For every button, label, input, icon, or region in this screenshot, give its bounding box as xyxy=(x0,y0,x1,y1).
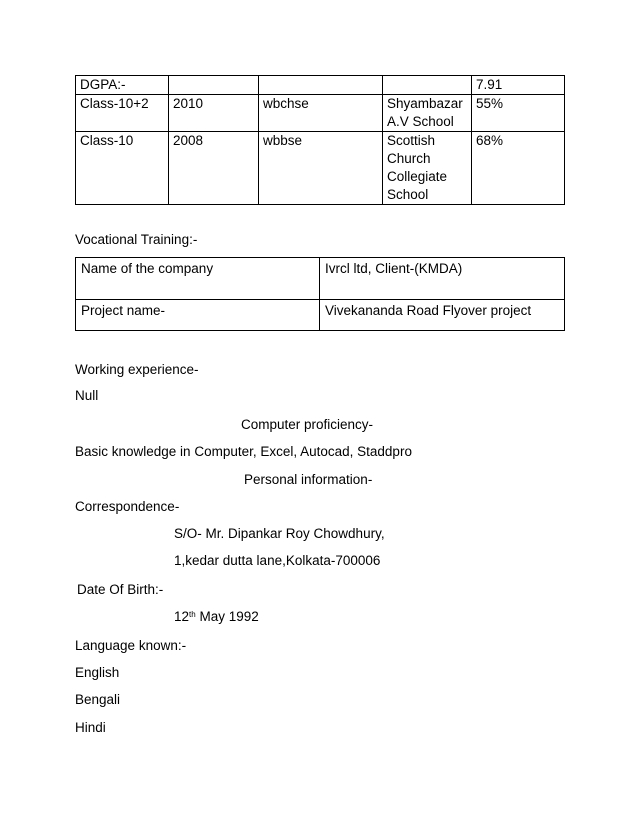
language-item: Bengali xyxy=(75,692,121,707)
dob-suffix: th xyxy=(189,610,196,619)
table-row xyxy=(76,300,565,331)
dob-label: Date Of Birth:- xyxy=(77,582,164,597)
table-cell: 68% xyxy=(472,132,565,205)
dob-value xyxy=(174,608,259,626)
language-item: English xyxy=(75,665,120,680)
table-cell: Class-10+2 xyxy=(76,95,169,132)
language-label: Language known:- xyxy=(75,638,187,653)
table-row xyxy=(76,132,565,205)
table-cell: Scottish Church Collegiate School xyxy=(383,132,472,205)
table-cell: 55% xyxy=(472,95,565,132)
table-cell: Shyambazar A.V School xyxy=(383,95,472,132)
computer-heading: Computer proficiency- xyxy=(241,417,374,432)
computer-value: Basic knowledge in Computer, Excel, Autocad, Staddpro xyxy=(75,444,412,459)
table-cell xyxy=(383,76,472,95)
vocational-heading: Vocational Training:- xyxy=(75,232,198,247)
table-cell: 2010 xyxy=(169,95,259,132)
table-cell: 7.91 xyxy=(472,76,565,95)
table-cell: wbchse xyxy=(259,95,383,132)
table-row xyxy=(76,258,565,300)
personal-heading: Personal information- xyxy=(244,472,373,487)
table-cell: wbbse xyxy=(259,132,383,205)
address-line-1: S/O- Mr. Dipankar Roy Chowdhury, xyxy=(174,526,385,541)
dob-rest: May 1992 xyxy=(195,609,259,624)
vocational-table xyxy=(75,257,565,331)
experience-heading: Working experience- xyxy=(75,362,199,377)
table-cell xyxy=(169,76,259,95)
table-cell: Project name- xyxy=(76,300,320,331)
address-line-2: 1,kedar dutta lane,Kolkata-700006 xyxy=(174,553,381,568)
language-item: Hindi xyxy=(75,720,106,735)
table-cell: Name of the company xyxy=(76,258,320,300)
education-table xyxy=(75,75,565,205)
correspondence-label: Correspondence- xyxy=(75,499,180,514)
table-cell: DGPA:- xyxy=(76,76,169,95)
table-row xyxy=(76,76,565,95)
experience-value: Null xyxy=(75,388,99,403)
dob-day: 12 xyxy=(174,609,190,624)
table-cell xyxy=(259,76,383,95)
table-row xyxy=(76,95,565,132)
table-cell: Class-10 xyxy=(76,132,169,205)
table-cell: Ivrcl ltd, Client-(KMDA) xyxy=(320,258,565,300)
table-cell: Vivekananda Road Flyover project xyxy=(320,300,565,331)
table-cell: 2008 xyxy=(169,132,259,205)
